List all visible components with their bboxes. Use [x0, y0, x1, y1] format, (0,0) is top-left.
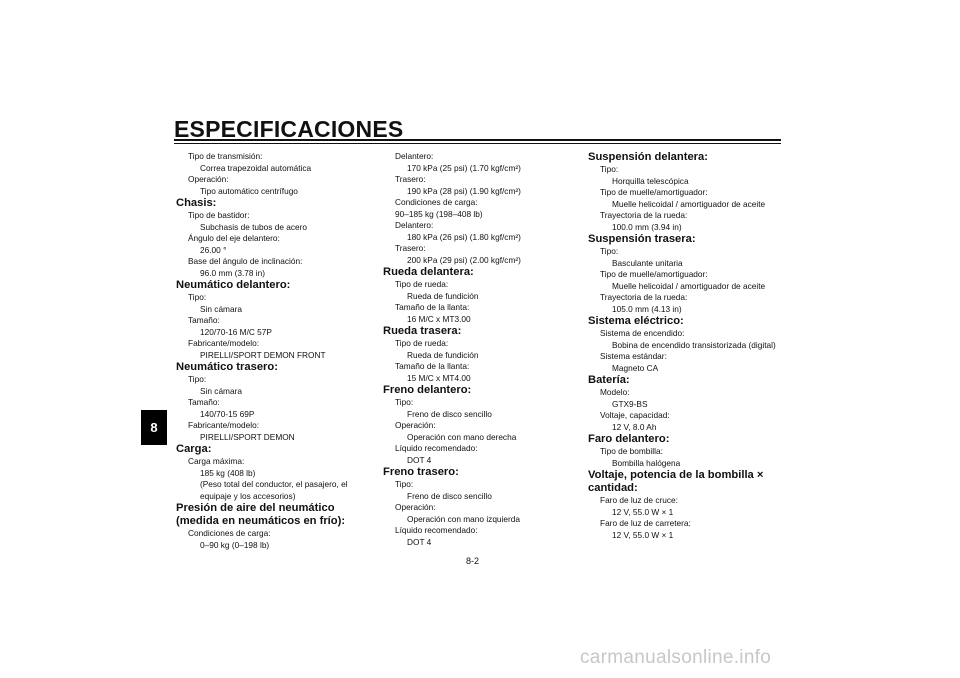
spec-label: Tipo de muelle/amortiguador: [600, 269, 708, 279]
spec-label: Líquido recomendado: [395, 443, 478, 453]
section-heading: Neumático trasero: [176, 361, 278, 373]
spec-value: Tipo automático centrífugo [200, 185, 298, 196]
spec-value: 12 V, 55.0 W × 1 [612, 506, 674, 517]
spec-label: Tipo: [395, 397, 414, 407]
section-heading: Freno delantero: [383, 384, 472, 396]
section-heading: Carga: [176, 443, 212, 455]
spec-value: Sin cámara [200, 385, 242, 396]
spec-value: 26.00 ° [200, 244, 227, 255]
spec-label: Tipo: [600, 246, 619, 256]
spec-value: Freno de disco sencillo [407, 490, 492, 501]
spec-value: Rueda de fundición [407, 349, 479, 360]
spec-label: Operación: [188, 174, 229, 184]
spec-value: Basculante unitaria [612, 257, 683, 268]
spec-label: Delantero: [395, 151, 434, 161]
spec-label: Tipo: [188, 374, 207, 384]
spec-value: Operación con mano izquierda [407, 513, 520, 524]
spec-label: Tipo: [600, 164, 619, 174]
spec-value: 15 M/C x MT4.00 [407, 372, 471, 383]
spec-value: 190 kPa (28 psi) (1.90 kgf/cm²) [407, 185, 521, 196]
spec-label: Operación: [395, 502, 436, 512]
spec-value: 185 kg (408 lb) [200, 467, 256, 478]
section-heading: Suspensión trasera: [588, 233, 696, 245]
spec-value: Correa trapezoidal automática [200, 162, 312, 173]
spec-label: Sistema de encendido: [600, 328, 685, 338]
section-heading: Rueda trasera: [383, 325, 462, 337]
section-heading: Sistema eléctrico: [588, 315, 684, 327]
spec-value: 120/70-16 M/C 57P [200, 326, 272, 337]
spec-value: 16 M/C x MT3.00 [407, 313, 471, 324]
spec-label: Condiciones de carga: [188, 528, 271, 538]
spec-value: Subchasis de tubos de acero [200, 221, 308, 232]
spec-value: 180 kPa (26 psi) (1.80 kgf/cm²) [407, 231, 521, 242]
section-heading: Neumático delantero: [176, 279, 291, 291]
spec-label: Tamaño: [188, 315, 220, 325]
spec-value: 200 kPa (29 psi) (2.00 kgf/cm²) [407, 254, 521, 265]
spec-label: Tamaño de la llanta: [395, 361, 470, 371]
spec-label: Tipo de bombilla: [600, 446, 663, 456]
spec-label: Líquido recomendado: [395, 525, 478, 535]
section-heading: Freno trasero: [383, 466, 459, 478]
section-heading: Voltaje, potencia de la bombilla × cantidad: [588, 469, 764, 494]
spec-label: Delantero: [395, 220, 434, 230]
section-heading: Batería: [588, 374, 630, 386]
spec-label: Tipo de transmisión: [188, 151, 263, 161]
spec-value: 105.0 mm (4.13 in) [612, 303, 682, 314]
spec-value: 96.0 mm (3.78 in) [200, 267, 266, 278]
spec-value: GTX9-BS [612, 398, 648, 409]
watermark: carmanualsonline.info [580, 647, 772, 668]
spec-value: 100.0 mm (3.94 in) [612, 221, 682, 232]
section-heading: Suspensión delantera: [588, 151, 708, 163]
section-heading: Presión de aire del neumático (medida en neumáticos en frío): [176, 502, 346, 527]
spec-label: Tipo de muelle/amortiguador: [600, 187, 708, 197]
spec-column-3 [588, 151, 784, 541]
page-title: ESPECIFICACIONES [174, 116, 404, 142]
spec-label: Fabricante/modelo: [188, 338, 260, 348]
spec-label: Condiciones de carga: [395, 197, 478, 207]
spec-value: 0–90 kg (0–198 lb) [200, 539, 270, 550]
spec-label: Trayectoria de la rueda: [600, 292, 688, 302]
spec-value: Muelle helicoidal / amortiguador de aceite [612, 198, 766, 209]
spec-label: Trasero: [395, 174, 426, 184]
spec-label: Ángulo del eje delantero: [188, 233, 280, 243]
spec-value: Sin cámara [200, 303, 242, 314]
spec-value: DOT 4 [407, 454, 432, 465]
spec-label: Tipo: [395, 479, 414, 489]
spec-value: Muelle helicoidal / amortiguador de aceite [612, 280, 766, 291]
spec-value: Magneto CA [612, 362, 659, 373]
spec-label: Tipo: [188, 292, 207, 302]
spec-label: Fabricante/modelo: [188, 420, 260, 430]
spec-value: Bombilla halógena [612, 457, 681, 468]
spec-label: Base del ángulo de inclinación: [188, 256, 303, 266]
spec-label: Tipo de bastidor: [188, 210, 250, 220]
spec-value: 12 V, 55.0 W × 1 [612, 529, 674, 540]
spec-label: Tipo de rueda: [395, 279, 449, 289]
section-heading: Chasis: [176, 197, 217, 209]
spec-label: Voltaje, capacidad: [600, 410, 670, 420]
spec-label: Trayectoria de la rueda: [600, 210, 688, 220]
spec-value: Horquilla telescópica [612, 175, 689, 186]
spec-label: Tamaño de la llanta: [395, 302, 470, 312]
spec-value: PIRELLI/SPORT DEMON [200, 431, 295, 442]
page-number: 8-2 [466, 556, 480, 566]
spec-column-2 [383, 151, 583, 548]
spec-value: 12 V, 8.0 Ah [612, 421, 657, 432]
title-rule [174, 139, 781, 144]
spec-value: Rueda de fundición [407, 290, 479, 301]
spec-value: PIRELLI/SPORT DEMON FRONT [200, 349, 326, 360]
spec-label: Faro de luz de carretera: [600, 518, 691, 528]
spec-column-1 [176, 151, 376, 551]
spec-label: Trasero: [395, 243, 426, 253]
spec-label: Tamaño: [188, 397, 220, 407]
spec-value: 170 kPa (25 psi) (1.70 kgf/cm²) [407, 162, 521, 173]
spec-label: Sistema estándar: [600, 351, 667, 361]
spec-label: Operación: [395, 420, 436, 430]
spec-value: DOT 4 [407, 536, 432, 547]
spec-value: (Peso total del conductor, el pasajero, el equipaje y los accesorios) [200, 479, 348, 501]
spec-label: Tipo de rueda: [395, 338, 449, 348]
spec-label: Faro de luz de cruce: [600, 495, 678, 505]
spec-value: Bobina de encendido transistorizada (digital) [612, 339, 776, 350]
chapter-tab: 8 [141, 410, 167, 445]
spec-label: Carga máxima: [188, 456, 245, 466]
spec-value: Freno de disco sencillo [407, 408, 492, 419]
spec-label: 90–185 kg (198–408 lb) [395, 208, 483, 219]
section-heading: Rueda delantera: [383, 266, 474, 278]
spec-value: Operación con mano derecha [407, 431, 517, 442]
spec-value: 140/70-15 69P [200, 408, 255, 419]
spec-label: Modelo: [600, 387, 630, 397]
section-heading: Faro delantero: [588, 433, 670, 445]
